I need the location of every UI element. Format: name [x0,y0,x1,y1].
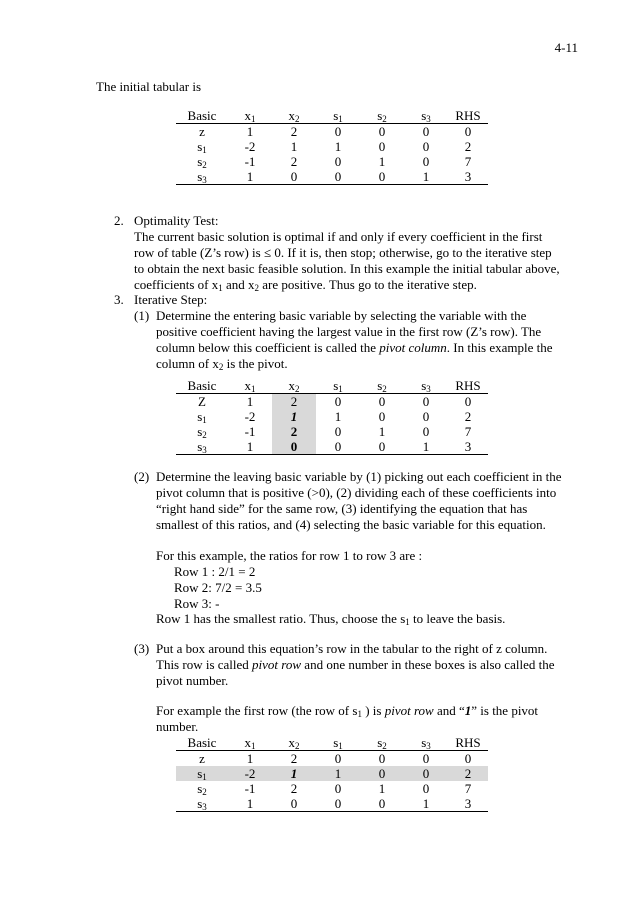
table-row: $s_1$ -2 1 1 0 0 2 [197,409,472,425]
col-basic: Basic [176,108,228,124]
col-x2: $x_2$ [272,108,316,124]
col-s1: $s_1$ [316,108,360,124]
page-number: 4-11 [554,40,578,55]
pivot-column-cell: 2 [272,424,316,439]
pivot-column-cell: 2 [272,394,316,410]
table-row: $s_3$ 1 0 0 0 1 3 [176,169,488,185]
table-row: $s_3$ 1 0 0 0 1 3 [176,796,488,812]
col-s2: $s_2$ [360,108,404,124]
pivot-column-tableau [176,378,488,455]
table-row: z 1 2 0 0 0 0 [199,124,472,139]
table-row: $s_1$ -2 1 1 0 0 2 [197,139,472,155]
pivot-row: $s_1$ -2 1 1 0 0 2 [176,766,488,781]
table-header-row [176,108,488,124]
intro-text: The initial tabular is [96,79,202,94]
col-s3: $s_3$ [404,108,448,124]
table-row: Z 1 2 0 0 0 0 [198,394,472,409]
table-row: $s_2$ -1 2 0 1 0 7 [197,154,472,170]
table-row: $s_2$ -1 2 0 1 0 7 [197,424,472,440]
pivot-number: 1 [272,766,316,781]
table-row: $s_2$ -1 2 0 1 0 7 [197,781,472,797]
col-x1: $x_1$ [228,108,272,124]
table-row: z 1 2 0 0 0 0 [199,751,472,766]
table-header-row: Basic $x_1$ $x_2$ $s_1$ $s_2$ $s_3$ RHS [176,735,488,751]
pivot-row-tableau [176,735,488,812]
pivot-column-cell: 1 [272,409,316,424]
table-header-row: Basic $x_1$ $x_2$ $s_1$ $s_2$ $s_3$ RHS [176,378,488,394]
pivot-column-cell: 0 [272,439,316,455]
section-heading: Iterative Step: [134,292,208,307]
initial-tableau [176,108,488,185]
col-rhs: RHS [448,108,488,124]
section-heading: Optimality Test: [134,213,219,228]
table-row: $s_3$ 1 0 0 0 1 3 [176,439,488,455]
